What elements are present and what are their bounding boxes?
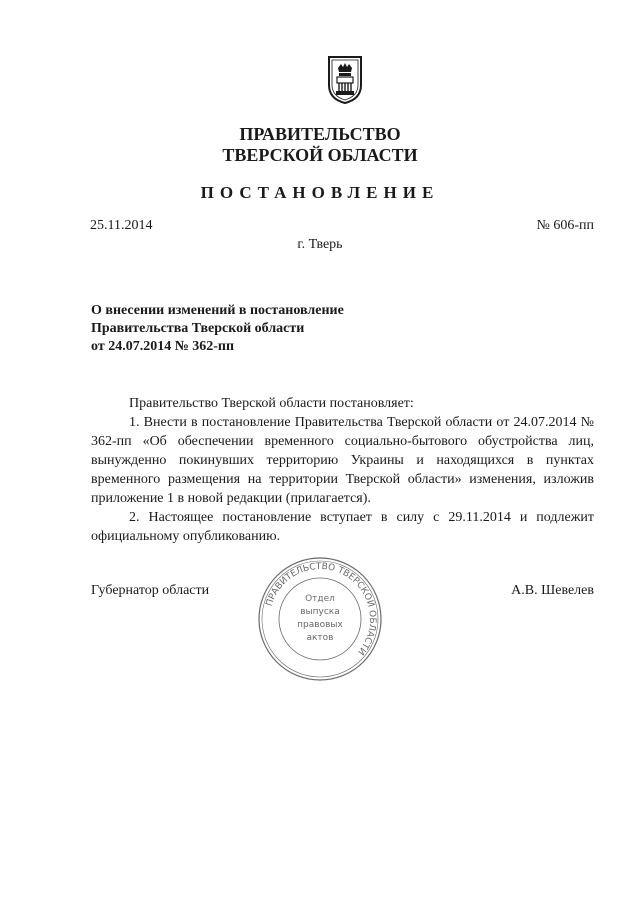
stamp-line2: выпуска <box>300 607 340 617</box>
stamp-ring-text: ПРАВИТЕЛЬСТВО ТВЕРСКОЙ ОБЛАСТИ <box>264 561 378 657</box>
stamp-line1: Отдел <box>305 594 335 604</box>
document-subject <box>91 302 411 356</box>
document-date: 25.11.2014 <box>90 218 153 233</box>
subject-line3: от 24.07.2014 № 362-пп <box>91 339 235 354</box>
document-city: г. Тверь <box>297 237 343 252</box>
government-title-line2: ТВЕРСКОЙ ОБЛАСТИ <box>222 145 418 165</box>
subject-line2: Правительства Тверской области <box>91 321 305 336</box>
stamp-line4: актов <box>306 633 334 643</box>
government-title-line1: ПРАВИТЕЛЬСТВО <box>239 124 401 144</box>
body-item-2: 2. Настоящее постановление вступает в силу с 29.11.2014 и подлежит официальному опубликованию. <box>91 510 594 544</box>
subject-line1: О внесении изменений в постановление <box>91 303 344 318</box>
body-item-1: 1. Внести в постановление Правительства Тверской области от 24.07.2014 № 362-пп «Об обеспечении временного социально-бытового обустройства лиц, вынужденно покинувших территорию Украины и находящихся в пунктах временного размещения на территории Тверской области» изменения, изложив приложение 1 в новой редакции (прилагается). <box>91 415 594 506</box>
document-number: № 606-пп <box>536 218 594 233</box>
signatory-position: Губернатор области <box>91 583 210 598</box>
signatory-name: А.В. Шевелев <box>511 583 594 598</box>
stamp-line3: правовых <box>297 620 343 630</box>
body-intro: Правительство Тверской области постановляет: <box>129 396 414 411</box>
document-type: ПОСТАНОВЛЕНИЕ <box>200 183 440 202</box>
coat-of-arms-icon <box>327 55 363 105</box>
official-stamp <box>256 555 384 683</box>
document-body <box>91 394 594 546</box>
